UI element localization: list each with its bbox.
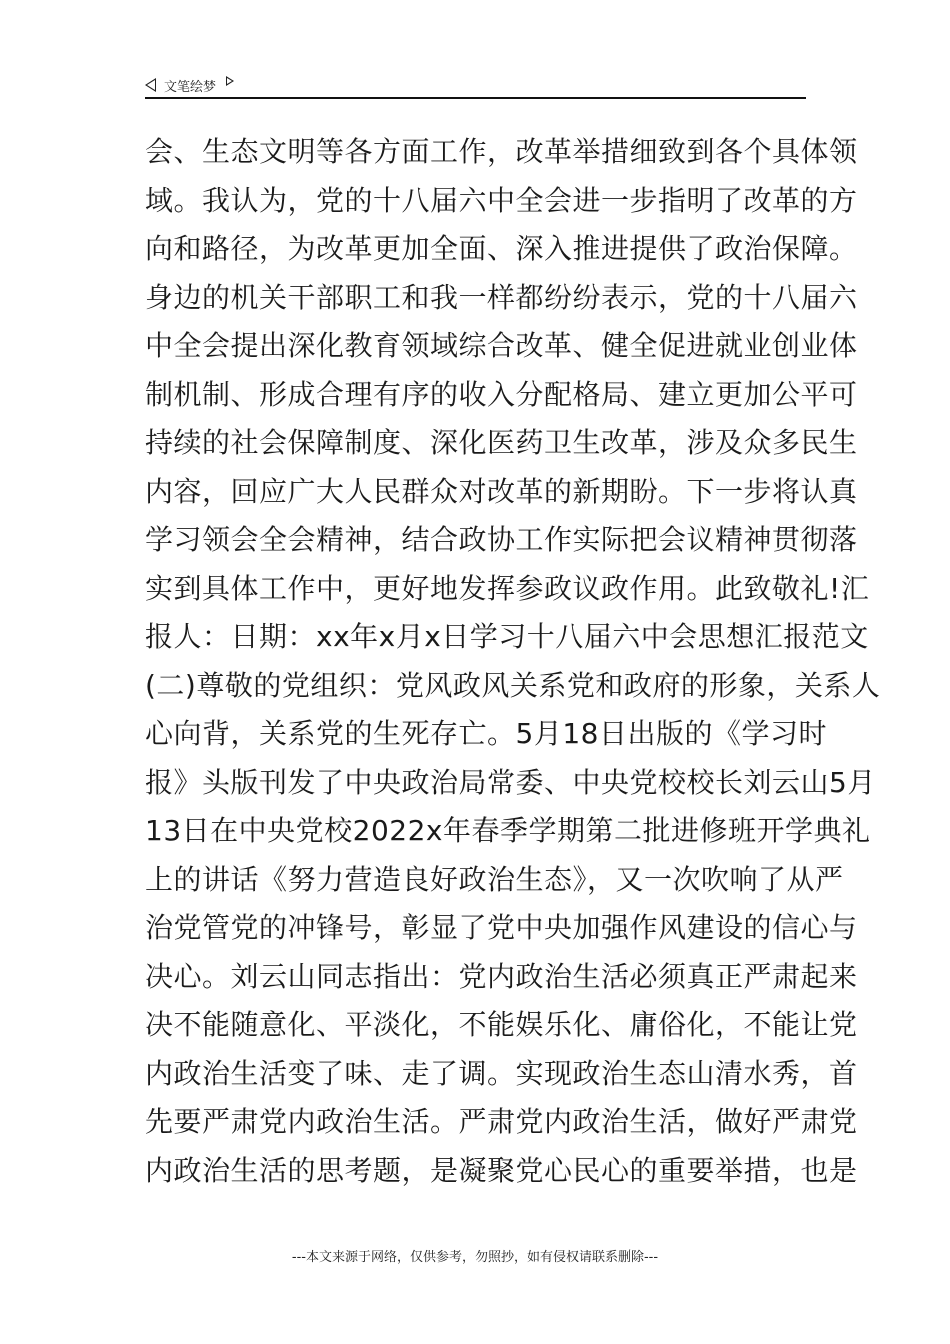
body-line: 上的讲话《努力营造良好政治生态》，又一次吹响了从严 [145,862,844,896]
body-line: 内容，回应广大人民群众对改革的新期盼。下一步将认真 [145,474,858,508]
body-line: 心向背，关系党的生死存亡。5月18日出版的《学习时 [145,717,827,750]
body-line: 决不能随意化、平淡化，不能娱乐化、庸俗化，不能让党 [145,1008,858,1041]
triangle-left-icon [145,78,156,92]
header-title: 文笔绘梦 [164,79,217,95]
body-line: 域。我认为，党的十八届六中全会进一步指明了改革的方 [145,183,858,217]
page-footer: ---本文来源于网络，仅供参考，勿照抄，如有侵权请联系删除--- [291,1250,659,1265]
body-line: 决心。刘云山同志指出：党内政治生活必须真正严肃起来 [145,959,858,993]
body-line: 制机制、形成合理有序的收入分配格局、建立更加公平可 [145,377,858,411]
body-line: 13日在中央党校2022x年春季学期第二批进修班开学典礼 [145,814,871,847]
body-line: 内政治生活的思考题，是凝聚党心民心的重要举措，也是 [145,1153,858,1187]
triangle-right-icon [226,76,234,86]
body-line: 实到具体工作中，更好地发挥参政议政作用。此致敬礼!汇 [145,571,870,605]
document-body [145,128,881,1195]
body-line: 学习领会全会精神，结合政协工作实际把会议精神贯彻落 [145,523,858,556]
body-line: 先要严肃党内政治生活。严肃党内政治生活，做好严肃党 [145,1105,858,1138]
body-line: 治党管党的冲锋号，彰显了党中央加强作风建设的信心与 [145,911,858,944]
body-line: (二)尊敬的党组织：党风政风关系党和政府的形象，关系人 [145,668,881,702]
body-line: 会、生态文明等各方面工作，改革举措细致到各个具体领 [145,135,858,168]
body-line: 持续的社会保障制度、深化医药卫生改革，涉及众多民生 [145,426,858,459]
body-line: 中全会提出深化教育领域综合改革、健全促进就业创业体 [145,329,858,362]
body-line: 身边的机关干部职工和我一样都纷纷表示，党的十八届六 [145,280,858,314]
body-line: 向和路径，为改革更加全面、深入推进提供了政治保障。 [145,232,858,265]
header-divider [145,97,806,99]
page-header [145,74,234,96]
body-line: 报》头版刊发了中央政治局常委、中央党校校长刘云山5月 [145,765,876,799]
body-line: 内政治生活变了味、走了调。实现政治生态山清水秀，首 [145,1056,858,1090]
body-line: 报人：日期：xx年x月x日学习十八届六中会思想汇报范文 [145,620,869,653]
